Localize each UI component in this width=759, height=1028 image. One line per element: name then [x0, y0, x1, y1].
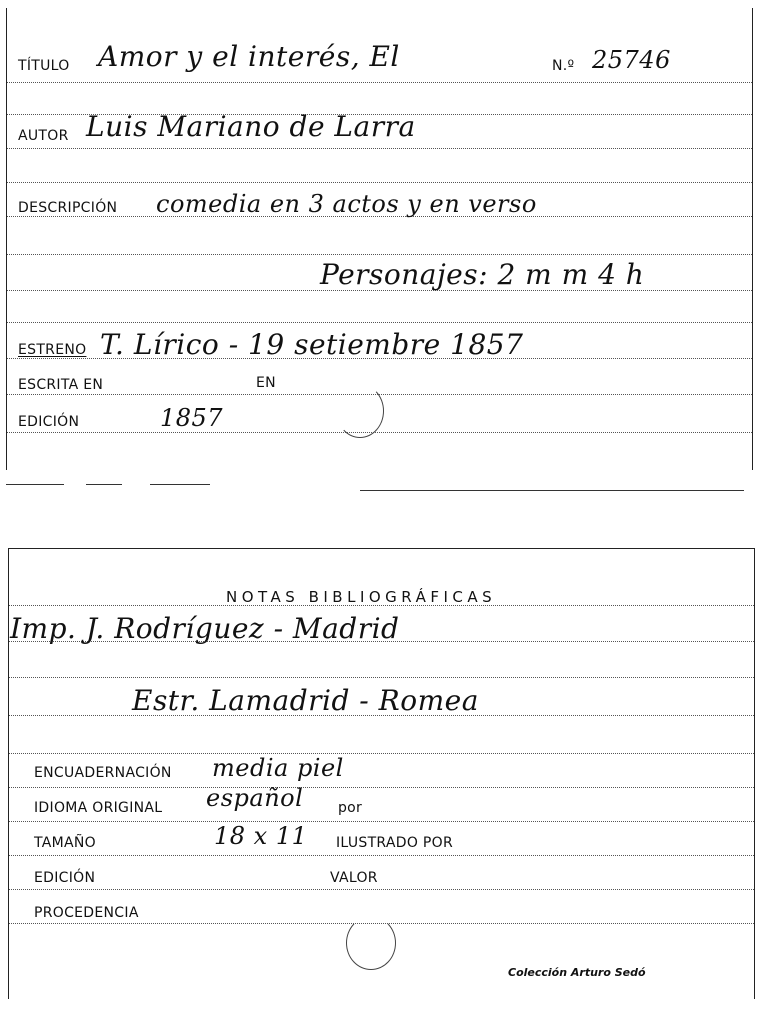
idioma-value: español — [206, 784, 304, 812]
ruled-line — [7, 182, 752, 183]
descripcion-value: comedia en 3 actos y en verso — [156, 190, 537, 218]
por-label: por — [338, 800, 363, 816]
encuadernacion-label: ENCUADERNACIÓN — [34, 765, 172, 781]
edge-mark — [6, 484, 64, 485]
edge-mark — [150, 484, 210, 485]
ruled-line — [9, 821, 754, 822]
note-line-1: Imp. J. Rodríguez - Madrid — [10, 612, 400, 645]
coleccion-imprint: Colección Arturo Sedó — [508, 966, 646, 979]
titulo-label: TÍTULO — [18, 58, 70, 74]
ruled-line — [7, 148, 752, 149]
personajes-value: Personajes: 2 m m 4 h — [320, 258, 645, 291]
autor-value: Luis Mariano de Larra — [86, 110, 416, 143]
encuadernacion-value: media piel — [212, 754, 344, 782]
punch-hole-mark — [336, 384, 384, 438]
edge-mark — [360, 490, 744, 491]
edicion-bottom-label: EDICIÓN — [34, 870, 96, 886]
estreno-label: ESTRENO — [18, 342, 87, 358]
estreno-value: T. Lírico - 19 setiembre 1857 — [100, 328, 524, 361]
valor-label: VALOR — [330, 870, 378, 886]
punch-hole-mark — [346, 916, 396, 970]
tamano-label: TAMAÑO — [34, 835, 96, 851]
titulo-value: Amor y el interés, El — [98, 40, 400, 73]
numero-value: 25746 — [592, 46, 671, 74]
numero-label: N.º — [552, 58, 575, 74]
note-line-2: Estr. Lamadrid - Romea — [132, 684, 479, 717]
ruled-line — [9, 677, 754, 678]
tamano-value: 18 x 11 — [214, 822, 308, 850]
ilustrado-label: ILUSTRADO POR — [336, 835, 453, 851]
en-label: EN — [256, 375, 276, 391]
ruled-line — [9, 753, 754, 754]
ruled-line — [7, 322, 752, 323]
idioma-label: IDIOMA ORIGINAL — [34, 800, 163, 816]
edicion-value: 1857 — [160, 404, 224, 432]
ruled-line — [9, 889, 754, 890]
ruled-line — [7, 432, 752, 433]
procedencia-label: PROCEDENCIA — [34, 905, 139, 921]
descripcion-label: DESCRIPCIÓN — [18, 200, 118, 216]
edge-mark — [86, 484, 122, 485]
notas-heading: NOTAS BIBLIOGRÁFICAS — [226, 588, 497, 606]
edicion-label: EDICIÓN — [18, 414, 80, 430]
escrita-label: ESCRITA EN — [18, 377, 104, 393]
ruled-line — [7, 82, 752, 83]
ruled-line — [7, 254, 752, 255]
ruled-line — [9, 855, 754, 856]
autor-label: AUTOR — [18, 128, 69, 144]
ruled-line — [9, 787, 754, 788]
